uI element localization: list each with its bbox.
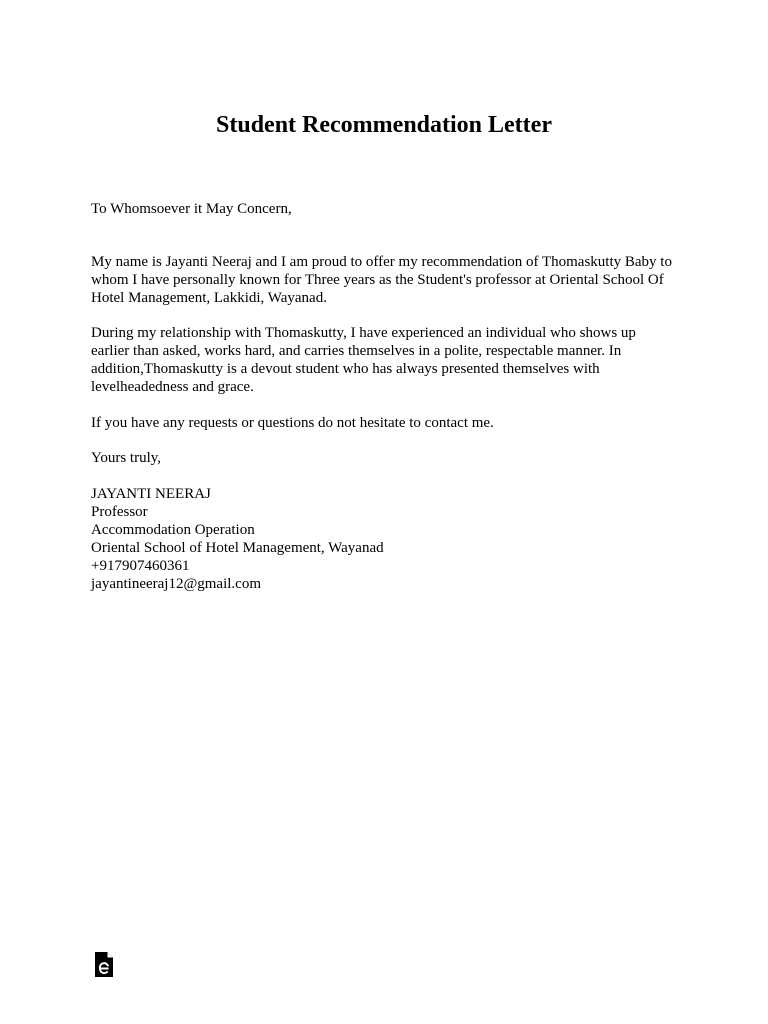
closing: Yours truly, [91, 450, 162, 466]
salutation: To Whomsoever it May Concern, [91, 201, 292, 217]
signature-department: Accommodation Operation [91, 522, 255, 538]
paragraph-contact: If you have any requests or questions do not hesitate to contact me. [91, 415, 494, 431]
eforms-logo-icon [94, 951, 114, 978]
signature-name: JAYANTI NEERAJ [91, 486, 211, 502]
paragraph-character: During my relationship with Thomaskutty, I have experienced an individual who shows up earlier than asked, works hard, and carries themselves in a polite, respectable manner. In addition,Thomaskutty is a devout student who has always presented themselves with levelheadedness and grace. [91, 325, 636, 395]
signature-title: Professor [91, 504, 148, 520]
paragraph-introduction: My name is Jayanti Neeraj and I am proud to offer my recommendation of Thomaskutty Baby to whom I have personally known for Three years as the Student's professor at Oriental School Of Hotel Management, Lakkidi, Wayanad. [91, 254, 672, 306]
signature-phone: +917907460361 [91, 558, 190, 574]
signature-block [91, 485, 691, 593]
page-title: Student Recommendation Letter [216, 112, 552, 138]
signature-email: jayantineeraj12@gmail.com [91, 576, 262, 592]
signature-institution: Oriental School of Hotel Management, Wayanad [91, 540, 384, 556]
